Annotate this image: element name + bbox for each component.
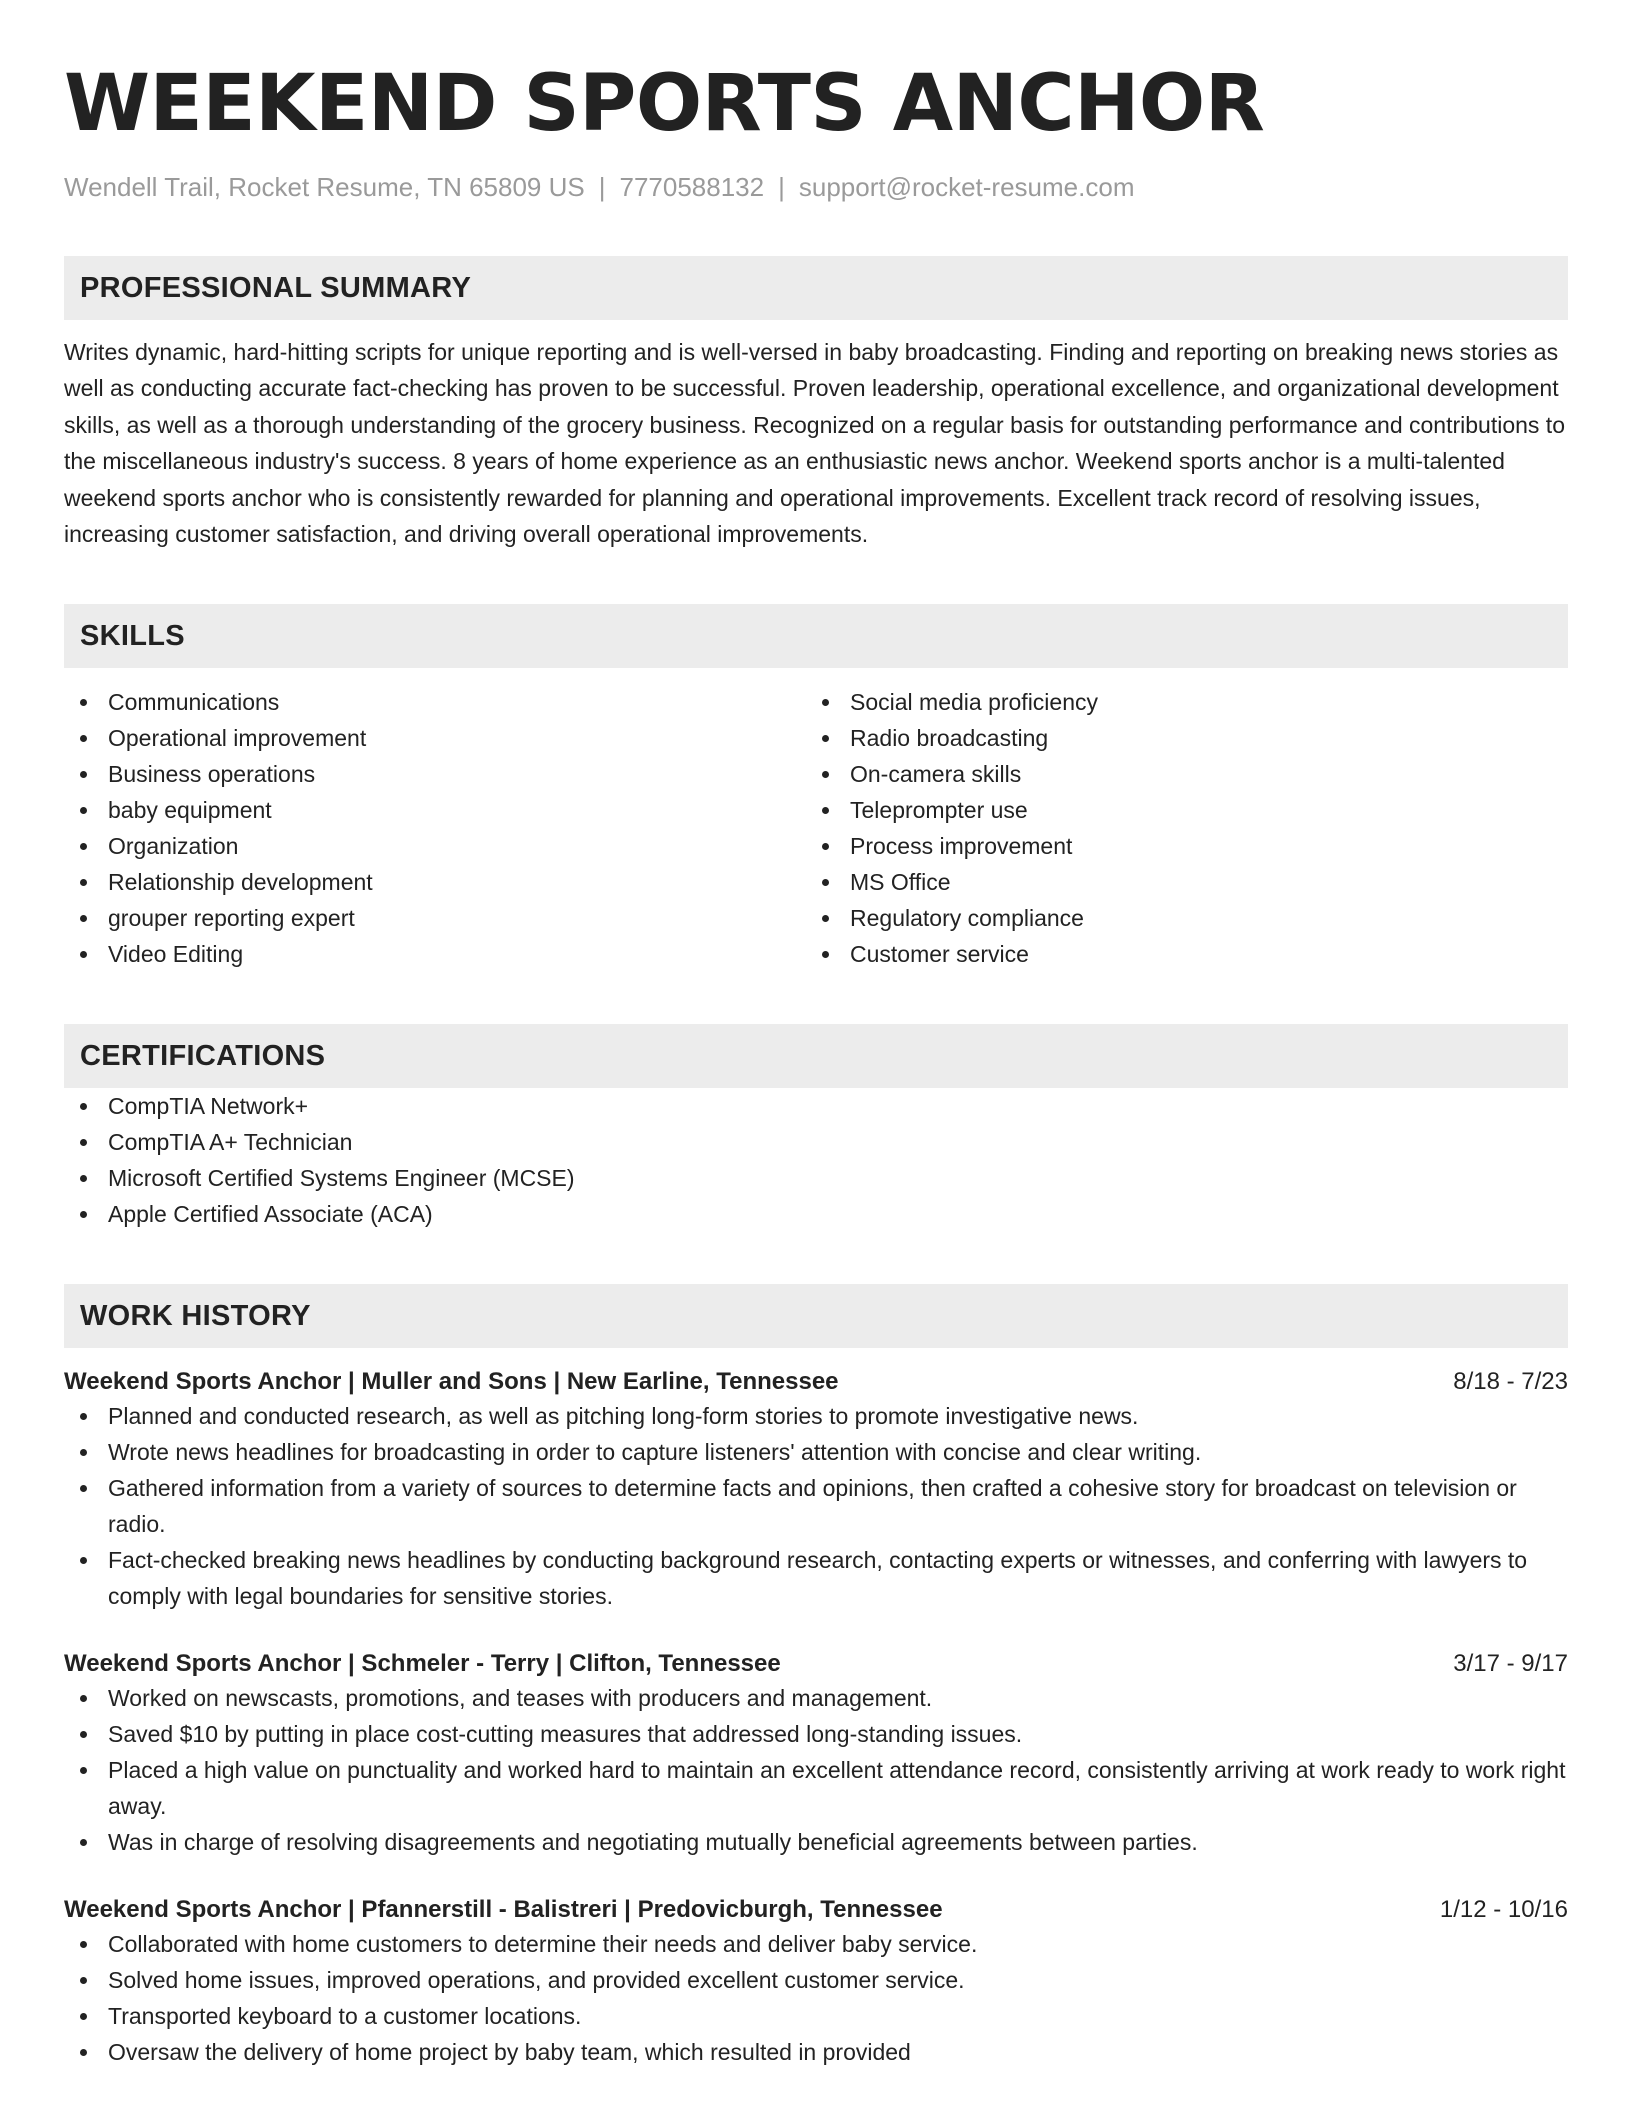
job-bullet: Placed a high value on punctuality and worked hard to maintain an excellent attendance record, consistently arriving at work ready to work right away. <box>64 1752 1568 1824</box>
skills-list-right <box>806 684 1548 972</box>
job-bullets <box>64 1680 1568 1860</box>
skill-item: Video Editing <box>64 936 806 972</box>
job-header <box>64 1648 1568 1680</box>
job-title: Weekend Sports Anchor | Pfannerstill - Balistreri | Predovicburgh, Tennessee <box>64 1896 943 1924</box>
job-title: Weekend Sports Anchor | Schmeler - Terry | Clifton, Tennessee <box>64 1650 781 1678</box>
skill-item: Social media proficiency <box>806 684 1548 720</box>
skill-item: Operational improvement <box>64 720 806 756</box>
contact-phone: 7770588132 <box>619 172 765 202</box>
skill-item: grouper reporting expert <box>64 900 806 936</box>
job-dates: 1/12 - 10/16 <box>1439 1896 1568 1924</box>
job-bullets <box>64 1926 1568 2070</box>
resume-title: WEEKEND SPORTS ANCHOR <box>64 59 1265 149</box>
job-bullet: Gathered information from a variety of sources to determine facts and opinions, then crafted a cohesive story for broadcast on television or radio. <box>64 1470 1568 1542</box>
job-bullet: Transported keyboard to a customer locations. <box>64 1998 1568 2034</box>
summary-text: Writes dynamic, hard-hitting scripts for unique reporting and is well-versed in baby broadcasting. Finding and reporting on breaking news stories as well as conducting accurate fact-checking has proven to be successful. Proven leadership, operational excellence, and organizational development skills, as well as a thorough understanding of the grocery business. Recognized on a regular basis for outstanding performance and contributions to the miscellaneous industry's success. 8 years of home experience as an enthusiastic news anchor. Weekend sports anchor is a multi-talented weekend sports anchor who is consistently rewarded for planning and operational improvements. Excellent track record of resolving issues, increasing customer satisfaction, and driving overall operational improvements. <box>64 339 1565 548</box>
section-heading-summary: PROFESSIONAL SUMMARY <box>64 256 1568 320</box>
job-bullet: Was in charge of resolving disagreements and negotiating mutually beneficial agreements between parties. <box>64 1824 1568 1860</box>
skill-item: Teleprompter use <box>806 792 1548 828</box>
skills-list-left <box>64 684 806 972</box>
job-bullets <box>64 1398 1568 1614</box>
skill-item: Organization <box>64 828 806 864</box>
job-bullet: Wrote news headlines for broadcasting in order to capture listeners' attention with concise and clear writing. <box>64 1434 1568 1470</box>
contact-line <box>64 170 1568 204</box>
job-bullet: Solved home issues, improved operations, and provided excellent customer service. <box>64 1962 1568 1998</box>
skill-item: Relationship development <box>64 864 806 900</box>
job-bullet: Oversaw the delivery of home project by baby team, which resulted in provided <box>64 2034 1568 2070</box>
job-entry <box>64 1648 1568 1860</box>
skill-item: Regulatory compliance <box>806 900 1548 936</box>
skills-grid <box>64 684 1568 972</box>
job-bullet: Fact-checked breaking news headlines by conducting background research, contacting experts or witnesses, and conferring with lawyers to comply with legal boundaries for sensitive stories. <box>64 1542 1568 1614</box>
certification-item: Apple Certified Associate (ACA) <box>64 1196 1568 1232</box>
certification-item: Microsoft Certified Systems Engineer (MCSE) <box>64 1160 1568 1196</box>
job-bullet: Collaborated with home customers to determine their needs and deliver baby service. <box>64 1926 1568 1962</box>
resume-content <box>64 54 1568 2070</box>
section-heading-certifications: CERTIFICATIONS <box>64 1024 1568 1088</box>
job-bullet: Planned and conducted research, as well as pitching long-form stories to promote investigative news. <box>64 1398 1568 1434</box>
section-heading-skills: SKILLS <box>64 604 1568 668</box>
section-heading-work-history: WORK HISTORY <box>64 1284 1568 1348</box>
certification-item: CompTIA A+ Technician <box>64 1124 1568 1160</box>
job-dates: 3/17 - 9/17 <box>1453 1650 1568 1678</box>
job-entry <box>64 1894 1568 2070</box>
skill-item: baby equipment <box>64 792 806 828</box>
contact-address: Wendell Trail, Rocket Resume, TN 65809 US <box>64 172 585 202</box>
job-header <box>64 1366 1568 1398</box>
contact-separator: | <box>778 172 785 202</box>
job-header <box>64 1894 1568 1926</box>
skill-item: Customer service <box>806 936 1548 972</box>
skill-item: Business operations <box>64 756 806 792</box>
job-entry <box>64 1366 1568 1614</box>
skill-item: MS Office <box>806 864 1548 900</box>
job-bullet: Saved $10 by putting in place cost-cutting measures that addressed long-standing issues. <box>64 1716 1568 1752</box>
contact-separator: | <box>598 172 606 202</box>
certifications-list <box>64 1088 1568 1232</box>
skill-item: Communications <box>64 684 806 720</box>
job-title: Weekend Sports Anchor | Muller and Sons | New Earline, Tennessee <box>64 1368 839 1396</box>
skill-item: Radio broadcasting <box>806 720 1548 756</box>
job-bullet: Worked on newscasts, promotions, and teases with producers and management. <box>64 1680 1568 1716</box>
job-dates: 8/18 - 7/23 <box>1453 1368 1568 1396</box>
certification-item: CompTIA Network+ <box>64 1088 1568 1124</box>
contact-email: support@rocket-resume.com <box>798 172 1135 202</box>
skill-item: On-camera skills <box>806 756 1548 792</box>
skill-item: Process improvement <box>806 828 1548 864</box>
